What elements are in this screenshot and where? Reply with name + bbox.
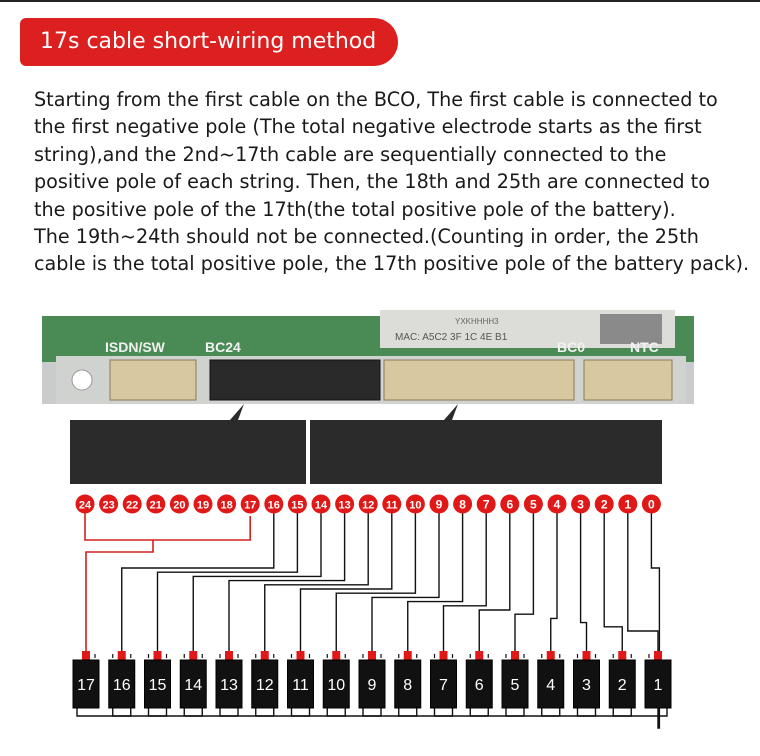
pin-label: 18 — [220, 499, 233, 512]
pin-17 — [241, 495, 260, 514]
wire-black — [158, 512, 298, 652]
board-label-ntc: NTC — [630, 339, 659, 355]
board-label-bc24: BC24 — [205, 339, 241, 355]
pin-label: 10 — [409, 499, 422, 512]
wire-black — [265, 512, 368, 652]
pin-label: 4 — [553, 497, 561, 512]
cell-positive-terminal — [261, 651, 269, 660]
cell-label: 5 — [510, 677, 520, 694]
connector-ntc — [584, 360, 672, 400]
cell-positive-terminal — [368, 651, 376, 660]
wire-black — [301, 512, 392, 652]
cell-series-link — [292, 708, 346, 716]
pin-5 — [524, 495, 543, 514]
cell-positive-terminal — [225, 651, 233, 660]
cell-label: 7 — [439, 677, 448, 694]
pin-6 — [500, 495, 519, 514]
cell-terminal-stub — [131, 654, 149, 658]
pin-label: 7 — [482, 497, 490, 512]
cell-terminal-stub — [95, 654, 113, 658]
cell-11 — [288, 651, 314, 708]
cell-label: 14 — [184, 677, 203, 694]
cell-label: 11 — [292, 677, 309, 694]
cell-12 — [252, 651, 278, 708]
pin-15 — [288, 495, 307, 514]
cell-terminal-stub — [202, 654, 220, 658]
cell-terminal-stub — [238, 654, 256, 658]
pins-layer — [76, 495, 661, 514]
cell-label: 6 — [474, 677, 484, 694]
cell-4 — [538, 651, 564, 708]
cell-17 — [73, 651, 99, 708]
board-label-bc0: BC0 — [557, 339, 586, 355]
pin-1 — [618, 495, 637, 514]
cell-series-link — [399, 708, 453, 716]
pin-label: 2 — [600, 497, 608, 512]
pin-label: 3 — [577, 497, 584, 512]
cell-series-link — [435, 708, 489, 716]
cell-series-link — [470, 708, 524, 716]
cell-label: 2 — [617, 677, 627, 694]
pin-4 — [548, 495, 567, 514]
cell-label: 8 — [403, 677, 413, 694]
cell-terminal-stub — [310, 654, 328, 658]
board-label-isdn: ISDN/SW — [105, 339, 165, 355]
mounting-hole — [72, 370, 92, 390]
cell-positive-terminal — [154, 651, 162, 660]
pin-20 — [170, 495, 189, 514]
description-line: the positive pole of the 17th(the total positive pole of the battery). — [34, 197, 676, 221]
cell-16 — [109, 651, 135, 708]
title-banner — [20, 18, 398, 66]
cell-15 — [145, 651, 171, 708]
cell-series-link — [506, 708, 560, 716]
pin-3 — [571, 495, 590, 514]
cell-3 — [574, 651, 600, 708]
pin-8 — [453, 495, 472, 514]
cell-8 — [395, 651, 421, 708]
cell-positive-terminal — [511, 651, 519, 660]
connector-bc0 — [384, 360, 574, 400]
cell-positive-terminal — [118, 651, 126, 660]
cell-positive-terminal — [297, 651, 305, 660]
cell-9 — [359, 651, 385, 708]
pin-16 — [264, 495, 283, 514]
pin-label: 13 — [338, 499, 351, 512]
cell-terminal-stub — [345, 654, 363, 658]
cell-label: 16 — [112, 677, 131, 694]
cell-positive-terminal — [618, 651, 626, 660]
cell-label: 4 — [546, 677, 556, 694]
pin-label: 0 — [648, 497, 655, 512]
cell-label: 1 — [653, 677, 663, 694]
wire-black — [515, 512, 533, 652]
cell-terminal-stub — [631, 654, 649, 658]
pin-13 — [335, 495, 354, 514]
cell-7 — [431, 651, 457, 708]
page-title: 17s cable short-wiring method — [40, 29, 377, 54]
description-line: string),and the 2nd~17th cable are sequentially connected to the — [34, 142, 667, 166]
pin-label: 1 — [624, 497, 632, 512]
cell-14 — [180, 651, 206, 708]
pin-label: 5 — [530, 497, 537, 512]
sticker-line1: YXKHHHH3 — [455, 317, 499, 326]
pin-label: 14 — [314, 499, 328, 512]
cell-5 — [502, 651, 528, 708]
cell-6 — [466, 651, 492, 708]
cell-positive-terminal — [189, 651, 197, 660]
top-divider — [0, 0, 760, 2]
cell-terminal-stub — [453, 654, 471, 658]
cell-positive-terminal — [82, 651, 90, 660]
pin-label: 9 — [435, 497, 443, 512]
cell-positive-terminal — [547, 651, 555, 660]
cell-terminal-stub — [167, 654, 185, 658]
description-line: positive pole of each string. Then, the 18th and 25th are connected to — [34, 170, 710, 194]
cell-terminal-stub — [596, 654, 614, 658]
cell-series-link — [327, 708, 381, 716]
wire-black — [581, 512, 587, 652]
connector-bc24 — [210, 360, 380, 400]
pin-7 — [477, 495, 496, 514]
pin-11 — [382, 495, 401, 514]
wire-black — [551, 512, 557, 652]
cell-series-link — [184, 708, 238, 716]
cell-series-link — [220, 708, 274, 716]
cell-positive-terminal — [654, 651, 662, 660]
pin-14 — [312, 495, 331, 514]
pin-label: 23 — [102, 499, 115, 512]
pin-0 — [642, 495, 661, 514]
pin-19 — [194, 495, 213, 514]
pin-label: 17 — [244, 499, 257, 512]
pin-2 — [595, 495, 614, 514]
pin-18 — [217, 495, 236, 514]
wire-black — [479, 512, 510, 652]
pin-label: 11 — [385, 499, 398, 512]
cell-label: 15 — [148, 677, 167, 694]
pin-label: 20 — [173, 499, 186, 512]
pin-22 — [123, 495, 142, 514]
description-line: Starting from the first cable on the BCO, The first cable is connected to — [34, 88, 718, 111]
cell-positive-terminal — [404, 651, 412, 660]
cells-layer — [73, 651, 671, 708]
pin-23 — [99, 495, 118, 514]
pin-9 — [430, 495, 449, 514]
pin-10 — [406, 495, 425, 514]
cell-terminal-stub — [417, 654, 435, 658]
description-line: the first negative pole (The total negative electrode starts as the first — [34, 115, 702, 139]
cell-terminal-stub — [560, 654, 578, 658]
wiring-diagram — [0, 300, 760, 756]
black-panel-left — [70, 404, 306, 484]
cell-1 — [645, 651, 671, 708]
pin-label: 8 — [459, 497, 466, 512]
cell-series-link — [542, 708, 596, 716]
pin-label: 16 — [267, 499, 280, 512]
pin-24 — [76, 495, 95, 514]
cell-terminal-stub — [524, 654, 542, 658]
bms-board — [42, 310, 694, 404]
cell-label: 12 — [255, 677, 274, 694]
cell-series-link — [113, 708, 167, 716]
pin-label: 6 — [506, 497, 514, 512]
cell-series-link — [256, 708, 310, 716]
cell-positive-terminal — [475, 651, 483, 660]
cell-label: 10 — [327, 677, 346, 694]
cell-label: 13 — [220, 677, 238, 694]
cell-label: 3 — [582, 677, 591, 694]
cell-positive-terminal — [583, 651, 591, 660]
wire-black — [193, 512, 321, 652]
cell-series-link — [578, 708, 632, 716]
sticker-line2: MAC: A5C2 3F 1C 4E B1 — [395, 332, 508, 343]
pin-label: 15 — [291, 499, 304, 512]
description — [34, 86, 750, 278]
cell-series-link — [77, 708, 131, 716]
pin-label: 22 — [126, 499, 139, 512]
pin-label: 19 — [196, 499, 210, 512]
cell-positive-terminal — [440, 651, 448, 660]
description-line: The 19th~24th should not be connected.(Counting in order, the 25th — [34, 225, 699, 249]
wire-black — [372, 512, 439, 652]
cell-label: 17 — [77, 677, 95, 694]
wire-red-main — [86, 540, 153, 652]
black-panel-right — [310, 404, 662, 484]
pin-12 — [359, 495, 378, 514]
description-line: cable is the total positive pole, the 17th positive pole of the battery pack). — [34, 252, 750, 276]
cell-label: 9 — [367, 677, 377, 694]
pin-label: 24 — [78, 499, 92, 512]
connector-isdn — [110, 360, 196, 400]
pin-label: 12 — [362, 499, 375, 512]
cell-terminal-stub — [381, 654, 399, 658]
cell-series-link — [363, 708, 417, 716]
cell-terminal-stub — [274, 654, 292, 658]
pin-21 — [146, 495, 165, 514]
pin-label: 21 — [149, 499, 162, 512]
wire-black — [336, 512, 415, 652]
wire-black — [628, 512, 658, 652]
cell-13 — [216, 651, 242, 708]
cell-terminal-stub — [488, 654, 506, 658]
wire-black — [604, 512, 622, 652]
cell-series-link — [149, 708, 203, 716]
cell-2 — [609, 651, 635, 708]
cell-positive-terminal — [332, 651, 340, 660]
cell-10 — [323, 651, 349, 708]
wire-black — [229, 512, 345, 652]
